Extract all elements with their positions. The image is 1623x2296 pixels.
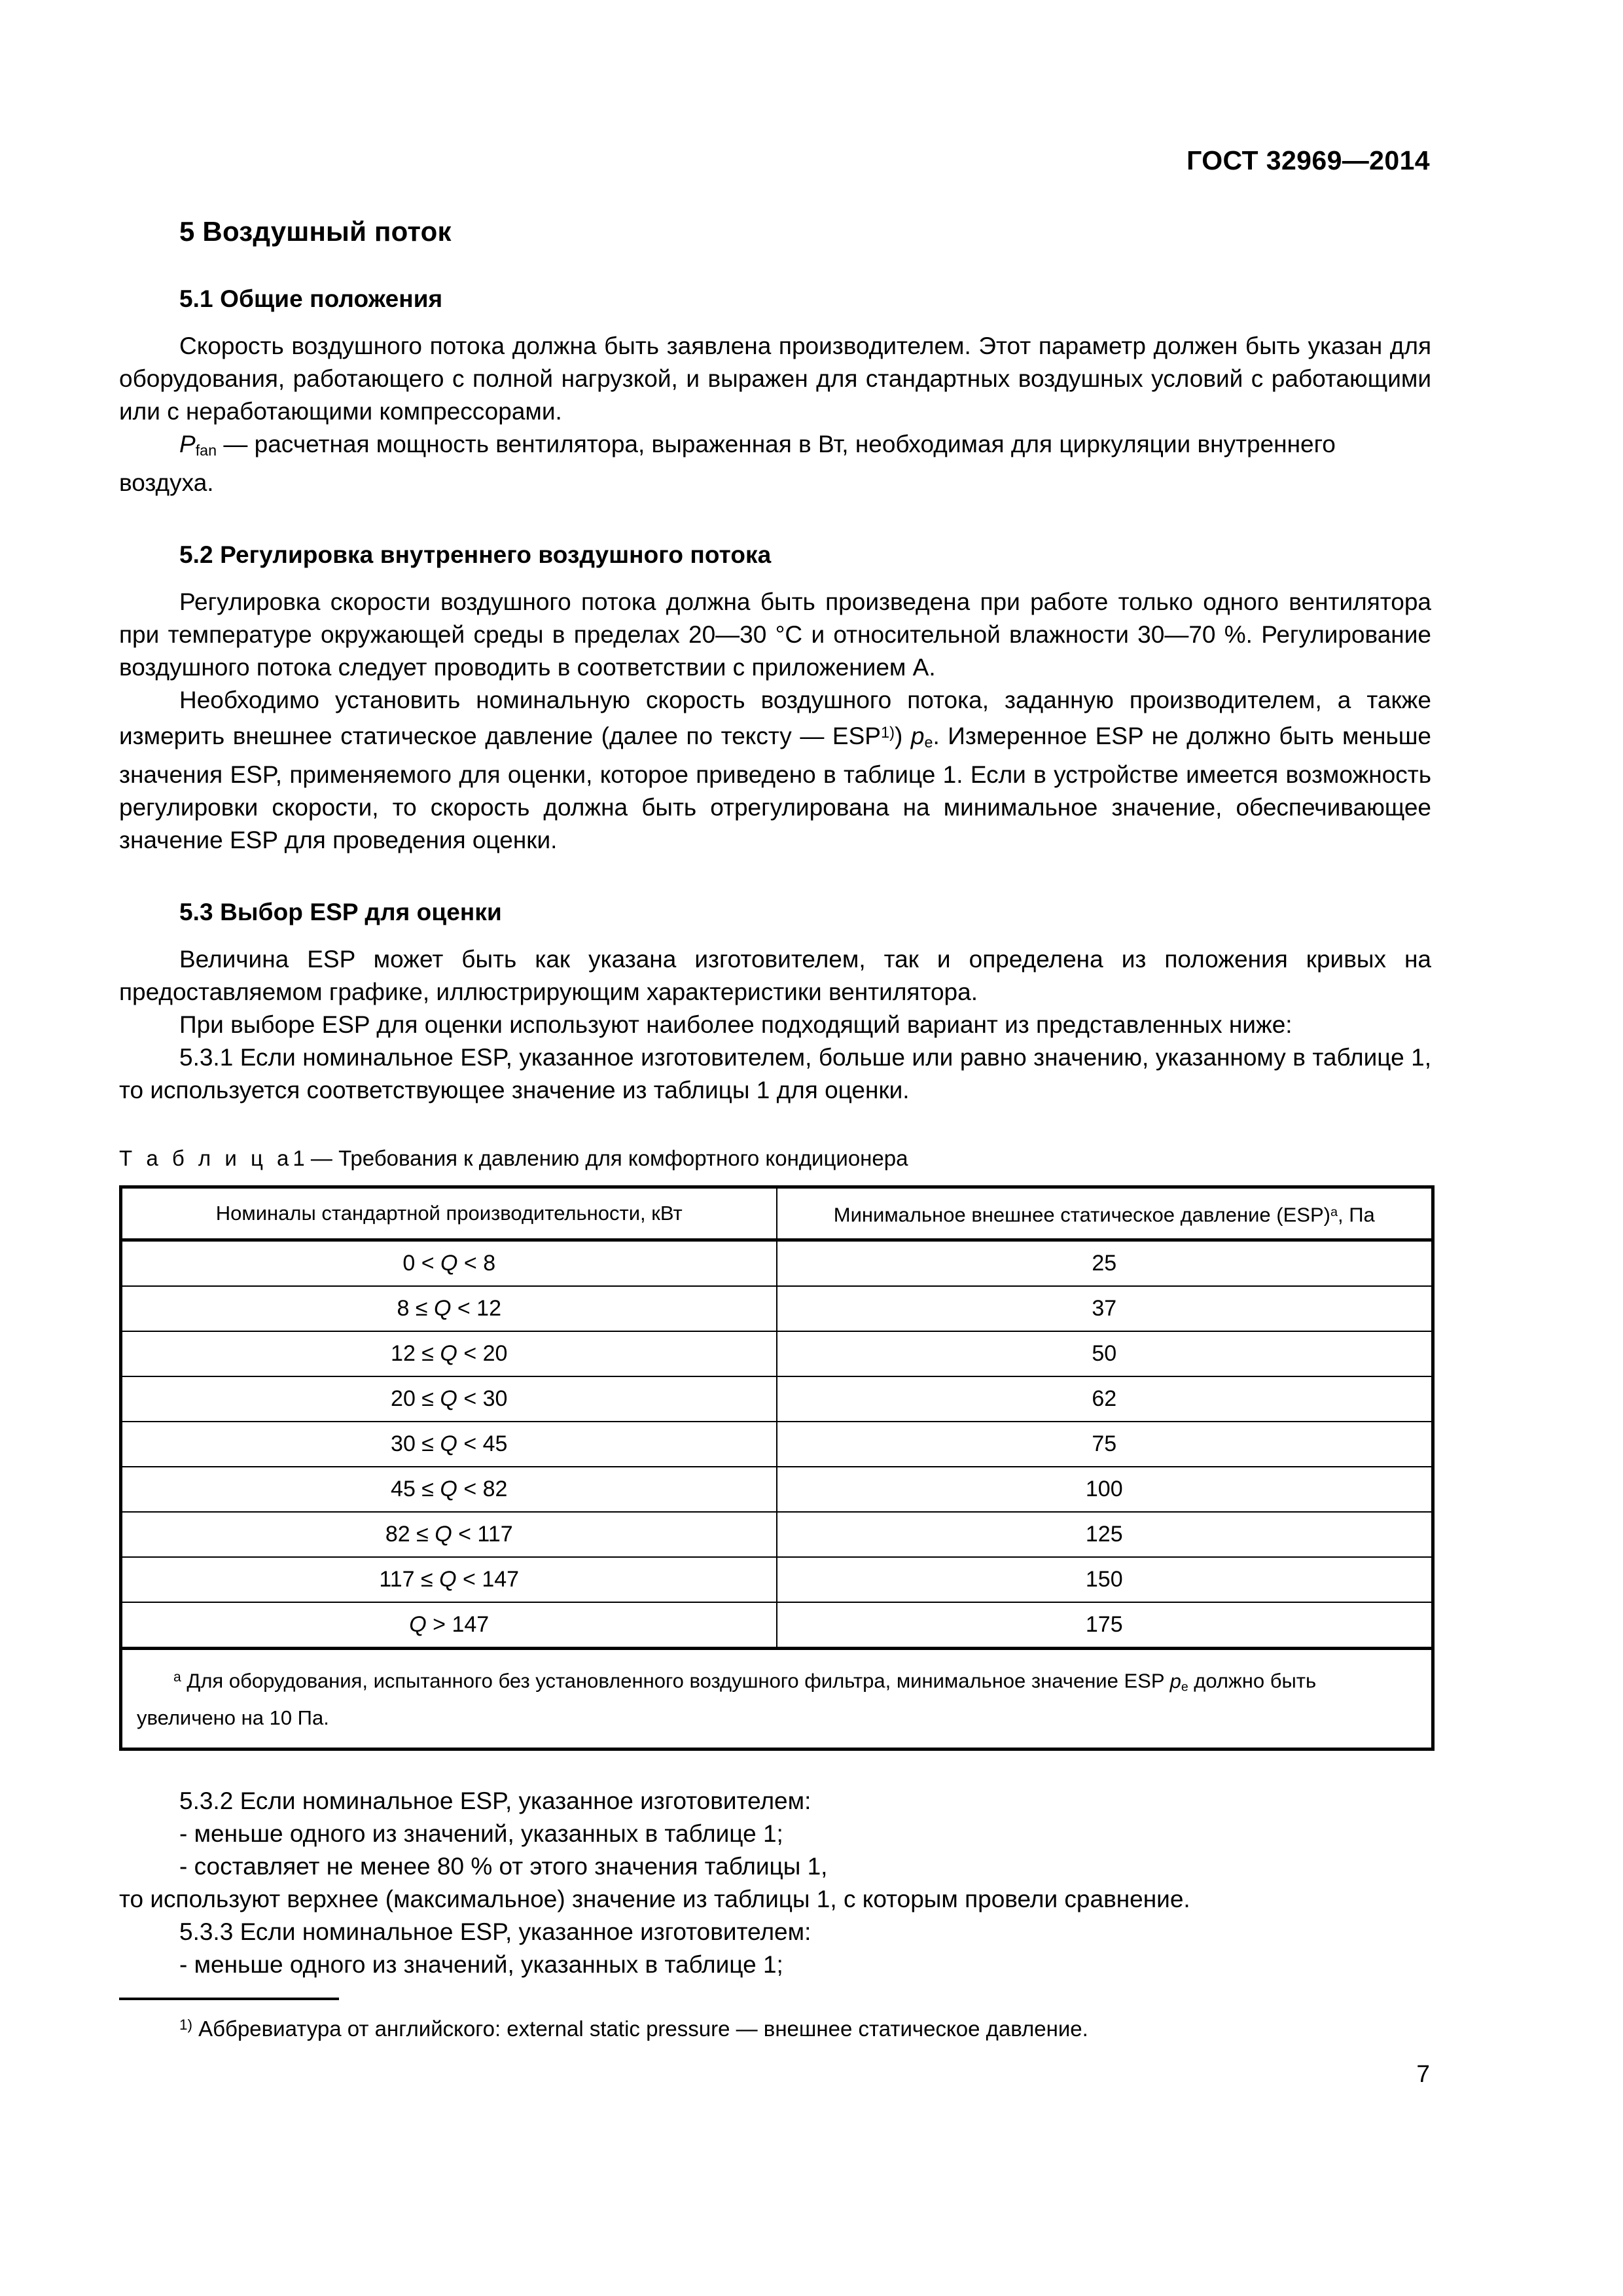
symbol-p-fan: $P_{fan}$ <box>179 431 217 459</box>
range-symbol: Q <box>440 1477 457 1502</box>
cell-capacity-range <box>121 1331 777 1376</box>
table-footnote <box>121 1649 1433 1749</box>
cell-capacity-range <box>121 1602 777 1649</box>
table-row <box>121 1557 1433 1602</box>
range-symbol: Q <box>440 1431 457 1457</box>
range-symbol: Q <box>433 1296 452 1321</box>
range-post: < 117 <box>452 1522 513 1547</box>
cell-esp-value: 100 <box>777 1467 1433 1512</box>
range-pre: 20 ≤ <box>391 1386 440 1412</box>
cell-esp-value: 75 <box>777 1422 1433 1467</box>
clause-5-3-2-item-1: - меньше одного из значений, указанных в таблице 1; <box>179 1820 783 1847</box>
footnote-marker-a: a <box>173 1670 181 1685</box>
range-symbol: Q <box>409 1612 427 1638</box>
page-number: 7 <box>1416 2060 1430 2087</box>
table-footnote-row <box>121 1649 1433 1749</box>
table-caption <box>119 1146 1431 1171</box>
symbol-p-e-footnote: $p_e$ <box>1169 1669 1188 1694</box>
table-caption-number: 1 <box>293 1146 305 1171</box>
cell-capacity-range <box>121 1422 777 1467</box>
footnote-separator-rule <box>119 1998 339 2000</box>
table-row <box>121 1240 1433 1287</box>
clause-5-3-2-tail: то используют верхнее (максимальное) значение из таблицы 1, с которым провели сравнение. <box>119 1885 1190 1912</box>
paragraph-5-3-1: Величина ESP может быть как указана изготовителем, так и определена из положения кривых на предоставляемом графике, иллюстрирующим характеристики вентилятора. <box>119 946 1431 1006</box>
paragraph-5-2-1: Регулировка скорости воздушного потока должна быть произведена при работе только одного вентилятора при температуре окружающей среды в пределах 20—30 °C и относительной влажности 30—70 %. Регулирование воздушного потока следует проводить в соответствии с приложением А. <box>119 588 1431 681</box>
range-symbol: Q <box>435 1522 452 1547</box>
subscript-e: e <box>924 734 933 751</box>
range-post: < 45 <box>457 1431 508 1457</box>
range-pre: 12 ≤ <box>391 1341 440 1367</box>
cell-esp-value: 50 <box>777 1331 1433 1376</box>
table-row <box>121 1376 1433 1422</box>
footnote-reference-1: 1) <box>880 725 895 742</box>
cell-capacity-range <box>121 1286 777 1331</box>
column-header-capacity: Номиналы стандартной производительности, кВт <box>121 1187 777 1240</box>
cell-capacity-range <box>121 1512 777 1557</box>
clause-5-3-2-item-2: - составляет не менее 80 % от этого значения таблицы 1, <box>179 1852 828 1880</box>
range-post: > 147 <box>426 1612 490 1638</box>
subscript-e: e <box>1181 1679 1188 1694</box>
cell-esp-value: 125 <box>777 1512 1433 1557</box>
cell-capacity-range <box>121 1240 777 1287</box>
cell-capacity-range <box>121 1376 777 1422</box>
range-pre: 8 ≤ <box>397 1296 434 1321</box>
section-heading-5-2: 5.2 Регулировка внутреннего воздушного потока <box>179 541 772 569</box>
footnote-marker-1: 1) <box>179 2017 192 2033</box>
clause-5-3-3-lead: 5.3.3 Если номинальное ESP, указанное изготовителем: <box>179 1918 812 1945</box>
table-row <box>121 1286 1433 1331</box>
post-table-clauses <box>119 1785 1431 1981</box>
content-column <box>119 216 1431 1981</box>
paragraph-5-1-1: Скорость воздушного потока должна быть заявлена производителем. Этот параметр должен быть указан для оборудования, работающего с полной нагрузкой, и выражен для стандартных воздушных условий с работающими или с неработающими компрессорами. <box>119 332 1431 425</box>
paragraph-5-1-2 <box>119 428 1431 499</box>
range-pre: 82 ≤ <box>385 1522 435 1547</box>
symbol-p-e: $p_e$ <box>910 723 933 751</box>
subscript-fan: fan <box>195 442 217 459</box>
table-header-row <box>121 1187 1433 1240</box>
range-post: < 30 <box>457 1386 508 1412</box>
range-post: < 82 <box>457 1477 508 1502</box>
paragraph-5-2-2-part-c: . Измеренное ESP не должно быть меньше значения ESP, применяемого для оценки, которое приведено в таблице 1. Если в устройстве имеется возможность регулировки скорости, то скорость должна быть отрегулирована на минимальное значение, обеспечивающее значение ESP для проведения оценки. <box>119 723 1431 854</box>
paragraph-5-1-2-text: — расчетная мощность вентилятора, выраженная в Вт, необходимая для циркуляции внутреннего воздуха. <box>119 431 1336 497</box>
range-post: < 12 <box>451 1296 501 1321</box>
table-footnote-text-a: Для оборудования, испытанного без установленного воздушного фильтра, минимальное значение ESP <box>181 1669 1170 1693</box>
paragraph-5-3-2: При выборе ESP для оценки используют наиболее подходящий вариант из представленных ниже: <box>179 1011 1293 1039</box>
cell-esp-value: 62 <box>777 1376 1433 1422</box>
clause-5-3-3-item-1: - меньше одного из значений, указанных в таблице 1; <box>179 1950 783 1978</box>
range-symbol: Q <box>440 1341 457 1367</box>
range-pre: 45 ≤ <box>391 1477 440 1502</box>
clause-5-3-2-lead: 5.3.2 Если номинальное ESP, указанное изготовителем: <box>179 1787 812 1814</box>
paragraph-5-3-1-clause: 5.3.1 Если номинальное ESP, указанное изготовителем, больше или равно значению, указанному в таблице 1, то используется соответствующее значение из таблицы 1 для оценки. <box>119 1044 1431 1104</box>
page-footnote-body: Аббревиатура от английского: external static pressure — внешнее статическое давление. <box>198 2017 1088 2041</box>
range-post: < 147 <box>456 1567 520 1592</box>
page-footnote-block <box>119 1998 1431 2043</box>
range-symbol: Q <box>440 1386 457 1412</box>
range-pre: 30 ≤ <box>391 1431 440 1457</box>
range-post: < 20 <box>457 1341 508 1367</box>
table-caption-word: Т а б л и ц а <box>119 1146 293 1171</box>
paragraph-5-2-2-part-b: ) <box>895 723 911 750</box>
cell-esp-value: 175 <box>777 1602 1433 1649</box>
paragraph-5-2-2-part-a: Необходимо установить номинальную скорость воздушного потока, заданную производителем, а также измерить внешнее статическое давление (далее по тексту — ESP <box>119 687 1431 750</box>
column-header-esp <box>777 1187 1433 1240</box>
section-heading-5-1: 5.1 Общие положения <box>179 285 443 312</box>
range-pre: 117 ≤ <box>379 1567 440 1592</box>
range-symbol: Q <box>439 1567 457 1592</box>
paragraph-5-2-2 <box>119 684 1431 857</box>
table-footnote-line <box>137 1662 1417 1733</box>
page-footnote-text <box>119 2011 1431 2043</box>
table-row <box>121 1331 1433 1376</box>
range-post: < 8 <box>457 1251 496 1276</box>
column-header-esp-tail: , Па <box>1337 1203 1375 1227</box>
table-row <box>121 1512 1433 1557</box>
section-heading-5: 5 Воздушный поток <box>179 216 452 247</box>
cell-capacity-range <box>121 1557 777 1602</box>
footnote-reference-a: a <box>1330 1205 1338 1220</box>
range-symbol: Q <box>440 1251 458 1276</box>
running-head-standard-number: ГОСТ 32969—2014 <box>1186 145 1430 175</box>
cell-esp-value: 37 <box>777 1286 1433 1331</box>
table-caption-rest: — Требования к давлению для комфортного кондиционера <box>310 1146 908 1171</box>
section-heading-5-3: 5.3 Выбор ESP для оценки <box>179 899 502 926</box>
table-row <box>121 1422 1433 1467</box>
table-footnote-text-b: должно быть увеличено на 10 Па. <box>137 1669 1317 1729</box>
cell-esp-value: 25 <box>777 1240 1433 1287</box>
column-header-esp-main: Минимальное внешнее статическое давление (ESP) <box>833 1203 1330 1227</box>
range-pre: 0 < <box>402 1251 441 1276</box>
table-row <box>121 1602 1433 1649</box>
cell-esp-value: 150 <box>777 1557 1433 1602</box>
table-row <box>121 1467 1433 1512</box>
pressure-requirements-table <box>119 1185 1435 1751</box>
cell-capacity-range <box>121 1467 777 1512</box>
